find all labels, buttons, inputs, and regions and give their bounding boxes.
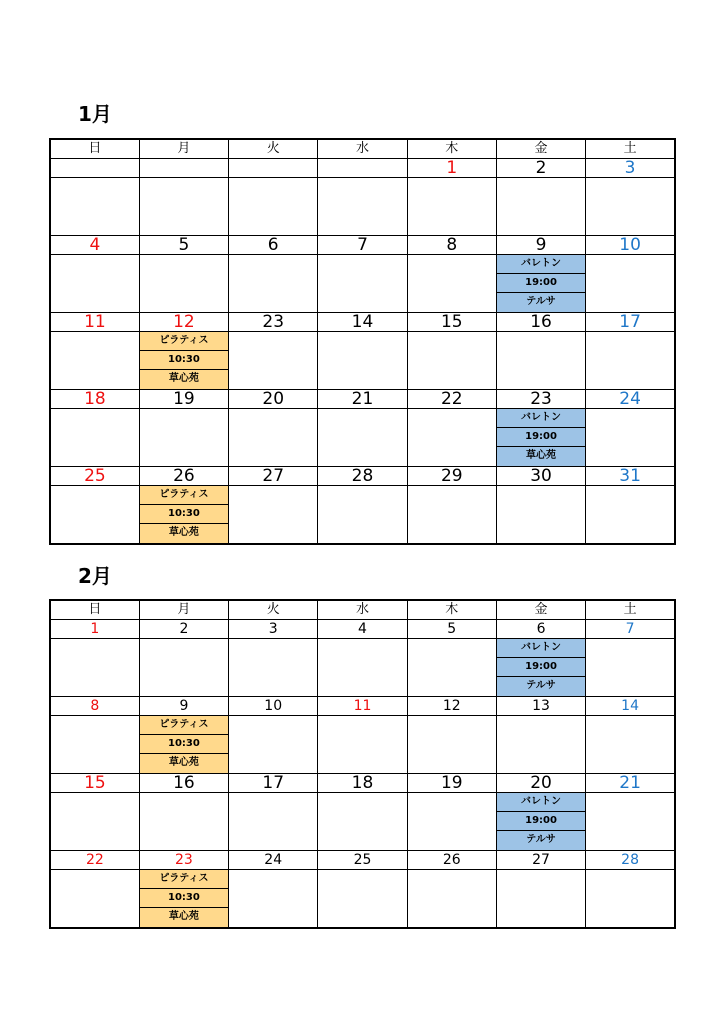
weekday-thu: 木 <box>407 139 496 159</box>
event-pilates <box>140 486 228 543</box>
week-date-row <box>50 159 675 178</box>
event-time: 10:30 <box>140 505 228 524</box>
date-cell: 8 <box>407 236 496 255</box>
date-cell: 17 <box>229 774 318 793</box>
weekday-tue: 火 <box>229 139 318 159</box>
date-cell: 26 <box>139 467 228 486</box>
weekday-fri: 金 <box>496 139 585 159</box>
event-time: 19:00 <box>497 812 585 831</box>
date-cell: 14 <box>586 697 675 716</box>
weekday-mon: 月 <box>139 139 228 159</box>
date-cell: 25 <box>318 851 407 870</box>
date-cell: 3 <box>229 620 318 639</box>
date-cell: 20 <box>496 774 585 793</box>
date-cell: 17 <box>586 313 675 332</box>
date-cell: 23 <box>139 851 228 870</box>
date-cell: 18 <box>318 774 407 793</box>
event-place: 草心苑 <box>526 450 557 461</box>
weekday-header <box>50 600 675 620</box>
event-pilates <box>140 870 228 927</box>
date-cell: 2 <box>139 620 228 639</box>
date-cell: 23 <box>229 313 318 332</box>
week-date-row <box>50 390 675 409</box>
date-cell: 26 <box>407 851 496 870</box>
weekday-sat: 土 <box>586 600 675 620</box>
event-name: ピラティス <box>140 716 228 735</box>
event-pilates <box>140 716 228 773</box>
week-date-row <box>50 620 675 639</box>
event-time: 10:30 <box>140 735 228 754</box>
date-cell <box>50 159 139 178</box>
date-cell: 13 <box>496 697 585 716</box>
date-cell: 30 <box>496 467 585 486</box>
date-cell: 15 <box>50 774 139 793</box>
date-cell: 6 <box>229 236 318 255</box>
date-cell: 27 <box>229 467 318 486</box>
date-cell: 7 <box>586 620 675 639</box>
event-place: 草心苑 <box>168 911 199 922</box>
weekday-wed: 水 <box>318 600 407 620</box>
date-cell: 10 <box>586 236 675 255</box>
date-cell: 19 <box>139 390 228 409</box>
event-time: 10:30 <box>140 351 228 370</box>
week-event-row <box>50 255 675 313</box>
event-place: テルサ <box>526 680 556 691</box>
date-cell: 8 <box>50 697 139 716</box>
weekday-sun: 日 <box>50 139 139 159</box>
date-cell: 16 <box>496 313 585 332</box>
weekday-sat: 土 <box>586 139 675 159</box>
event-time: 10:30 <box>140 889 228 908</box>
event-baretone <box>497 793 585 850</box>
week-event-row <box>50 639 675 697</box>
week-date-row <box>50 697 675 716</box>
date-cell: 21 <box>318 390 407 409</box>
week-event-row <box>50 486 675 545</box>
week-event-row <box>50 793 675 851</box>
event-name: バレトン <box>497 793 585 812</box>
january-calendar <box>49 138 676 545</box>
event-place: テルサ <box>526 296 556 307</box>
weekday-wed: 水 <box>318 139 407 159</box>
event-name: バレトン <box>497 409 585 428</box>
date-cell: 4 <box>50 236 139 255</box>
week-date-row <box>50 851 675 870</box>
date-cell: 1 <box>407 159 496 178</box>
week-date-row <box>50 467 675 486</box>
january-title: 1月 <box>78 102 112 126</box>
date-cell: 25 <box>50 467 139 486</box>
date-cell: 12 <box>407 697 496 716</box>
date-cell: 9 <box>139 697 228 716</box>
event-place: 草心苑 <box>168 757 199 768</box>
date-cell: 22 <box>407 390 496 409</box>
week-date-row <box>50 313 675 332</box>
date-cell <box>229 159 318 178</box>
date-cell: 22 <box>50 851 139 870</box>
date-cell <box>139 159 228 178</box>
date-cell: 27 <box>496 851 585 870</box>
week-event-row <box>50 870 675 929</box>
event-time: 19:00 <box>497 274 585 293</box>
february-calendar <box>49 599 676 929</box>
event-name: バレトン <box>497 255 585 274</box>
week-event-row <box>50 409 675 467</box>
event-name: バレトン <box>497 639 585 658</box>
date-cell: 23 <box>496 390 585 409</box>
date-cell: 2 <box>496 159 585 178</box>
weekday-fri: 金 <box>496 600 585 620</box>
week-date-row <box>50 236 675 255</box>
date-cell: 31 <box>586 467 675 486</box>
date-cell: 11 <box>50 313 139 332</box>
date-cell: 16 <box>139 774 228 793</box>
date-cell: 24 <box>586 390 675 409</box>
weekday-thu: 木 <box>407 600 496 620</box>
february-title: 2月 <box>78 564 112 588</box>
event-place: 草心苑 <box>168 527 199 538</box>
week-event-row <box>50 178 675 236</box>
date-cell: 21 <box>586 774 675 793</box>
date-cell: 5 <box>139 236 228 255</box>
date-cell: 15 <box>407 313 496 332</box>
date-cell: 11 <box>318 697 407 716</box>
date-cell: 6 <box>496 620 585 639</box>
event-name: ピラティス <box>140 486 228 505</box>
event-place: テルサ <box>526 834 556 845</box>
date-cell: 20 <box>229 390 318 409</box>
date-cell: 10 <box>229 697 318 716</box>
weekday-header <box>50 139 675 159</box>
event-baretone <box>497 409 585 466</box>
event-name: ピラティス <box>140 870 228 889</box>
event-time: 19:00 <box>497 428 585 447</box>
week-date-row <box>50 774 675 793</box>
week-event-row <box>50 716 675 774</box>
week-event-row <box>50 332 675 390</box>
weekday-mon: 月 <box>139 600 228 620</box>
date-cell: 1 <box>50 620 139 639</box>
event-name: ピラティス <box>140 332 228 351</box>
event-baretone <box>497 639 585 696</box>
date-cell: 5 <box>407 620 496 639</box>
date-cell: 9 <box>496 236 585 255</box>
date-cell: 24 <box>229 851 318 870</box>
date-cell: 29 <box>407 467 496 486</box>
date-cell: 28 <box>586 851 675 870</box>
weekday-sun: 日 <box>50 600 139 620</box>
event-place: 草心苑 <box>168 373 199 384</box>
date-cell: 4 <box>318 620 407 639</box>
date-cell: 18 <box>50 390 139 409</box>
date-cell: 3 <box>586 159 675 178</box>
event-time: 19:00 <box>497 658 585 677</box>
event-baretone <box>497 255 585 312</box>
date-cell: 19 <box>407 774 496 793</box>
event-pilates <box>140 332 228 389</box>
date-cell: 12 <box>139 313 228 332</box>
date-cell: 28 <box>318 467 407 486</box>
date-cell <box>318 159 407 178</box>
weekday-tue: 火 <box>229 600 318 620</box>
date-cell: 14 <box>318 313 407 332</box>
date-cell: 7 <box>318 236 407 255</box>
